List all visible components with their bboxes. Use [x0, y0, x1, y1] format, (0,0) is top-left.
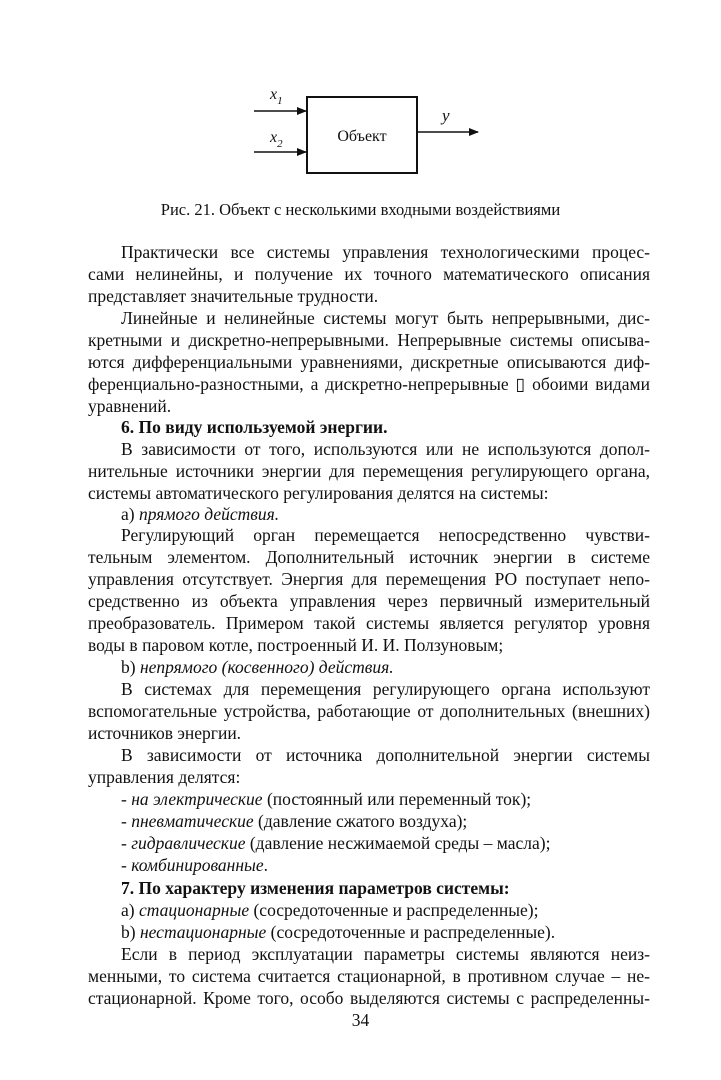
paragraph-3-line: нительные источники энергии для перемещения регулирующего органа,	[88, 461, 650, 481]
paragraph-2-line: кретными и дискретно-непрерывными. Непрерывные системы описыва-	[88, 330, 650, 350]
input-label-1: $x_1$	[270, 86, 283, 107]
paragraph-3-line: В зависимости от того, используются или не используются допол-	[121, 439, 650, 459]
paragraph-6-line: управления делятся:	[88, 767, 241, 787]
paragraph-5-line: В системах для перемещения регулирующего органа используют	[121, 679, 650, 699]
paragraph-3-line: системы автоматического регулирования делятся на системы:	[88, 483, 549, 503]
section-heading-6: 6. По виду используемой энергии.	[121, 417, 388, 437]
paragraph-7-line-spacer	[88, 966, 650, 988]
paragraph-4-line: преобразователь. Примером такой системы является регулятор уровня	[88, 613, 650, 633]
paragraph-1-line: сами нелинейны, и получение их точного математического описания	[88, 264, 650, 284]
paragraph-5-line: источников энергии.	[88, 723, 242, 743]
paragraph-1-line: Практически все системы управления технологическими процес-	[121, 242, 650, 262]
list-item-7b: b) нестационарные (сосредоточенные и распределенные).	[121, 922, 556, 942]
paragraph-2-line: Линейные и нелинейные системы могут быть непрерывными, дис-	[121, 308, 650, 328]
list-item-b-prefix: b)	[121, 657, 140, 677]
section-heading-7: 7. По характеру изменения параметров системы:	[121, 878, 510, 898]
paragraph-2-line: ференциально-разностными, а дискретно-непрерывные ▯ обоими видами	[88, 374, 650, 394]
input-label-2: $x_2$	[270, 129, 283, 150]
list-item-b	[121, 656, 650, 678]
energy-type-item: - комбинированные.	[121, 855, 269, 875]
list-item-a	[121, 503, 650, 525]
paragraph-4-line: средственно из объекта управления через первичный измерительный	[88, 591, 650, 611]
paragraph-2-line: ются дифференциальными уравнениями, дискретные описываются диф-	[88, 352, 650, 372]
page-number: 34	[351, 1010, 370, 1030]
paragraph-7-line: менными, то система считается стационарной, в противном случае – не-	[88, 966, 650, 986]
paragraph-6-line: В зависимости от источника дополнительной энергии системы	[121, 745, 650, 765]
energy-type-item: - гидравлические (давление несжимаемой среды – масла);	[121, 833, 551, 853]
list-item-b-term: непрямого (косвенного) действия.	[139, 657, 394, 677]
paragraph-4-line: воды в паровом котле, построенный И. И. Ползуновым;	[88, 635, 504, 655]
paragraph-4-line: управления отсутствует. Энергия для перемещения РО поступает непо-	[88, 569, 650, 589]
paragraph-7-line: Если в период эксплуатации параметры системы являются неиз-	[121, 944, 650, 964]
list-item-a-prefix: a)	[121, 504, 139, 524]
paragraph-5-line: вспомогательные устройства, работающие от дополнительных (внешних)	[88, 701, 650, 721]
paragraph-4-line: тельным элементом. Дополнительный источник энергии в системе	[88, 547, 650, 567]
paragraph-7-line: стационарной. Кроме того, особо выделяются системы с распределенны-	[88, 988, 650, 1008]
paragraph-4-line: Регулирующий орган перемещается непосредственно чувстви-	[121, 525, 650, 545]
list-item-a-term: прямого действия.	[138, 504, 280, 524]
energy-type-item: - пневматические (давление сжатого воздуха);	[121, 811, 468, 831]
output-label: y	[442, 106, 450, 125]
paragraph-1-line: представляет значительные трудности.	[88, 286, 379, 306]
object-block-diagram	[250, 80, 490, 180]
object-block-label: Объект	[337, 128, 387, 145]
list-item-7a: a) стационарные (сосредоточенные и распределенные);	[121, 900, 539, 920]
paragraph-2-line: уравнений.	[88, 396, 172, 416]
figure-caption: Рис. 21. Объект с несколькими входными воздействиями	[160, 200, 561, 219]
energy-type-item: - на электрические (постоянный или переменный ток);	[121, 789, 532, 809]
